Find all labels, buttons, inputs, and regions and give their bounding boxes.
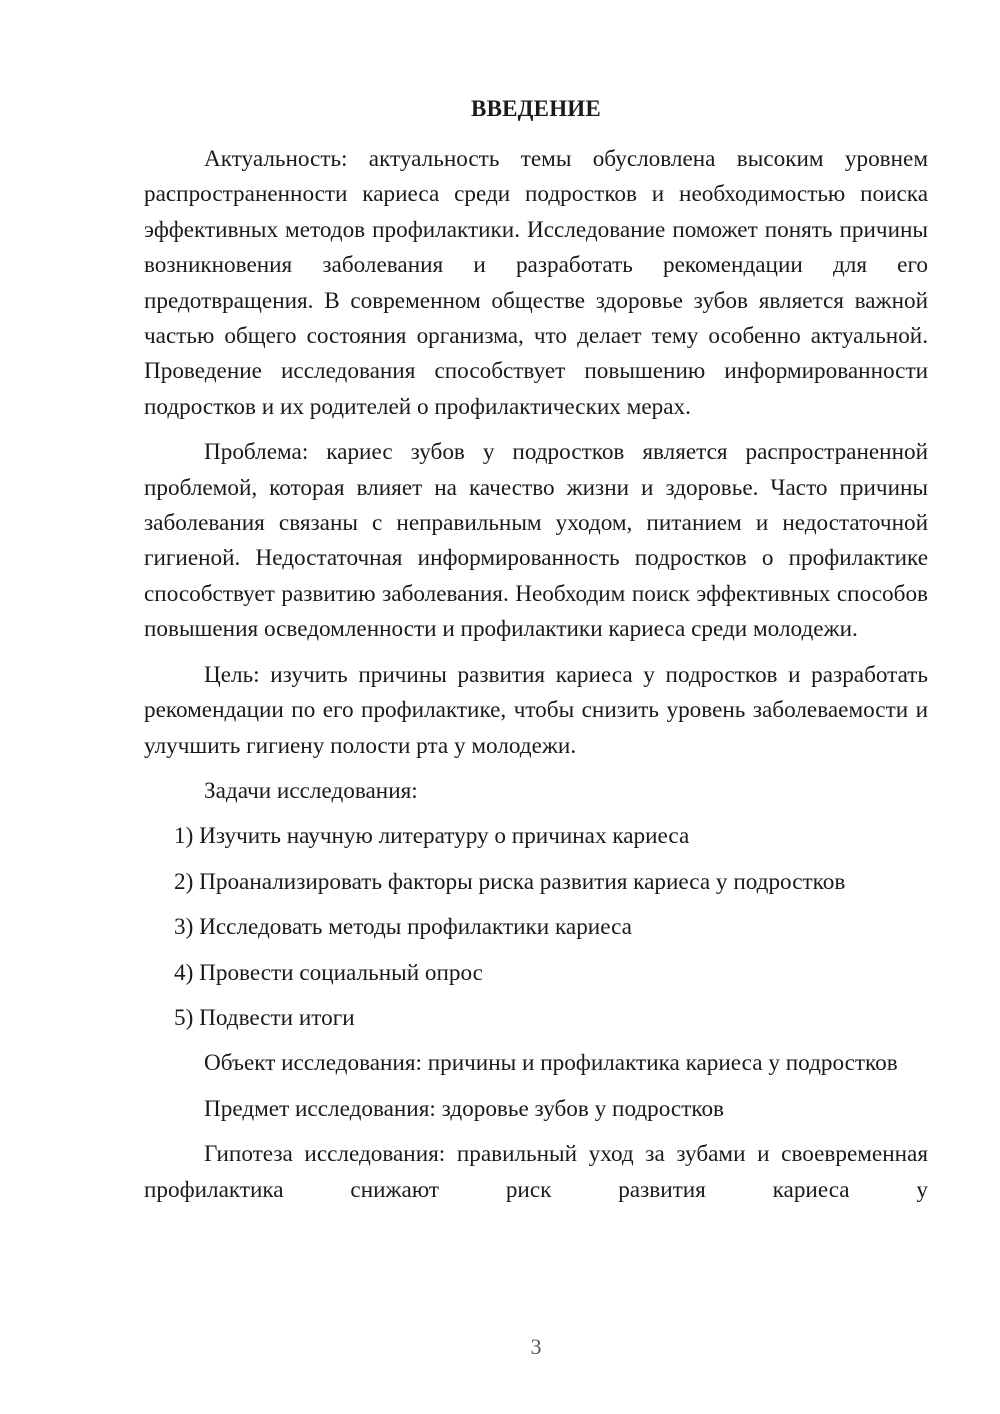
paragraph-problem: Проблема: кариес зубов у подростков является распространенной проблемой, которая влияет на качество жизни и здоровье. Часто причины заболевания связаны с неправильным уходом, питанием и недостаточной гигиеной. Недостаточная информированность подростков о профилактике способствует развитию заболевания. Необходим поиск эффективных способов повышения осведомленности и профилактики кариеса среди молодежи. <box>144 439 928 643</box>
section-title: ВВЕДЕНИЕ <box>471 96 601 121</box>
tasks-heading: Задачи исследования: <box>204 777 418 804</box>
list-item: 3) Исследовать методы профилактики кариеса <box>174 914 632 941</box>
paragraph-goal: Цель: изучить причины развития кариеса у подростков и разработать рекомендации по его профилактике, чтобы снизить уровень заболеваемости и улучшить гигиену полости рта у молодежи. <box>144 661 928 759</box>
paragraph-subject: Предмет исследования: здоровье зубов у подростков <box>204 1095 724 1122</box>
list-item: 4) Провести социальный опрос <box>174 959 483 986</box>
list-item: 2) Проанализировать факторы риска развития кариеса у подростков <box>174 868 846 895</box>
tasks-list <box>144 819 928 1036</box>
paragraph-relevance: Актуальность: актуальность темы обусловлена высоким уровнем распространенности кариеса среди подростков и необходимостью поиска эффективных методов профилактики. Исследование поможет понять причины возникновения заболевания и разработать рекомендации для его предотвращения. В современном обществе здоровье зубов является важной частью общего состояния организма, что делает тему особенно актуальной. Проведение исследования способствует повышению информированности подростков и их родителей о профилактических мерах. <box>144 146 928 420</box>
body-text <box>144 142 928 1218</box>
list-item: 1) Изучить научную литературу о причинах кариеса <box>174 823 690 850</box>
page-number: 3 <box>530 1334 542 1359</box>
list-item: 5) Подвести итоги <box>174 1004 355 1031</box>
paragraph-object: Объект исследования: причины и профилактика кариеса у подростков <box>204 1050 898 1077</box>
paragraph-hypothesis: Гипотеза исследования: правильный уход за зубами и своевременная профилактика снижают риск развития кариеса у <box>144 1141 928 1203</box>
